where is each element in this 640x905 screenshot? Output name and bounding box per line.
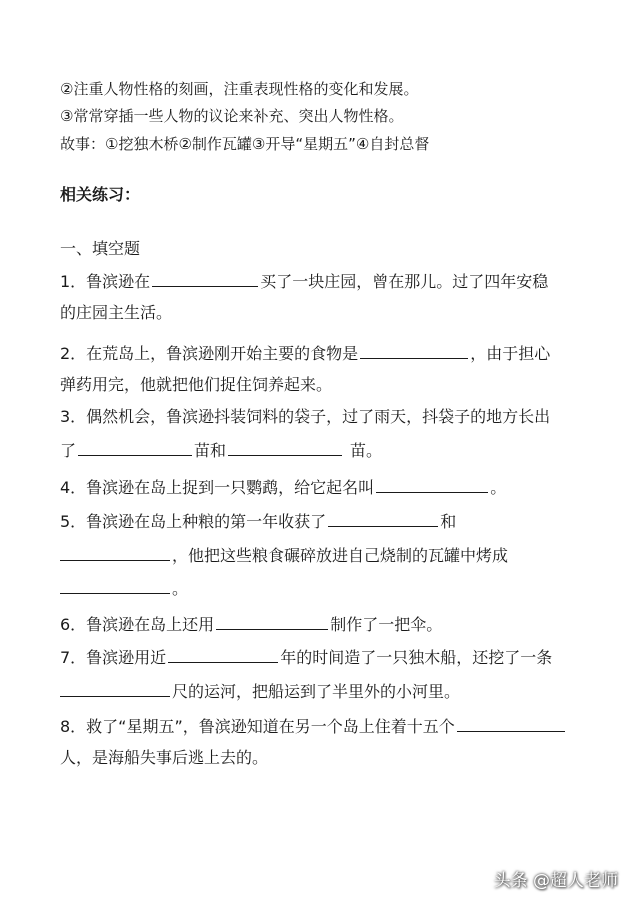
q3-text-b: 了 [60,441,77,460]
q7-text-c: 尺的运河，把船运到了半里外的小河里。 [172,682,461,701]
question-5-cont [60,545,508,567]
q5-blank-3[interactable] [60,578,170,594]
q7-text-b: 年的时间造了一只独木船，还挖了一条 [280,648,553,667]
question-7-cont [60,681,460,703]
q4-text-a: 4．鲁滨逊在岛上捉到一只鹦鹉，给它起名叫 [60,478,375,497]
q5-text-d: 。 [172,579,189,598]
q3-blank-2[interactable] [228,440,342,456]
q5-blank-1[interactable] [328,511,438,527]
question-1 [60,271,548,293]
section-title: 相关练习： [60,185,141,204]
q8-text-a: 8．救了“星期五”，鲁滨逊知道在另一个岛上住着十五个 [60,717,455,736]
note-line-2: ②注重人物性格的刻画，注重表现性格的变化和发展。 [60,80,419,98]
q3-text-d: 苗。 [350,441,383,460]
q7-blank-1[interactable] [168,647,278,663]
q6-blank[interactable] [216,614,328,630]
question-8-cont: 人，是海船失事后逃上去的。 [60,748,269,767]
question-6 [60,614,442,636]
q3-blank-1[interactable] [78,440,192,456]
q4-blank[interactable] [376,477,488,493]
q5-blank-2[interactable] [60,545,170,561]
q2-blank[interactable] [360,343,468,359]
q1-text-b: 买了一块庄园，曾在那儿。过了四年安稳 [260,272,549,291]
note-line-3: ③常常穿插一些人物的议论来补充、突出人物性格。 [60,107,404,125]
q2-text-a: 2．在荒岛上，鲁滨逊刚开始主要的食物是 [60,344,359,363]
q1-text-a: 1．鲁滨逊在 [60,272,151,291]
q6-text-b: 制作了一把伞。 [330,615,443,634]
q7-text-a: 7．鲁滨逊用近 [60,648,167,667]
story-line: 故事：①挖独木桥②制作瓦罐③开导“星期五”④自封总督 [60,135,430,153]
question-5 [60,511,456,533]
question-4 [60,477,506,499]
question-1-cont: 的庄园主生活。 [60,303,173,322]
question-3-cont [60,440,382,462]
q5-text-a: 5．鲁滨逊在岛上种粮的第一年收获了 [60,512,327,531]
q3-text-c: 苗和 [194,441,227,460]
q5-text-c: ，他把这些粮食碾碎放进自己烧制的瓦罐中烤成 [172,546,509,565]
q5-text-b: 和 [440,512,457,531]
q8-blank[interactable] [457,716,565,732]
q2-text-b: ，由于担心 [470,344,551,363]
q1-blank[interactable] [152,271,258,287]
watermark: 头条 @超人老师 [493,871,618,891]
q4-text-b: 。 [490,478,507,497]
q7-blank-2[interactable] [60,681,170,697]
q6-text-a: 6．鲁滨逊在岛上还用 [60,615,215,634]
part-title: 一、填空题 [60,239,141,258]
question-3: 3．偶然机会，鲁滨逊抖装饲料的袋子，过了雨天，抖袋子的地方长出 [60,407,551,426]
question-2-cont: 弹药用完，他就把他们捉住饲养起来。 [60,375,333,394]
question-8 [60,716,567,738]
question-7 [60,647,552,669]
question-5-cont-2 [60,578,188,600]
question-2 [60,343,550,365]
